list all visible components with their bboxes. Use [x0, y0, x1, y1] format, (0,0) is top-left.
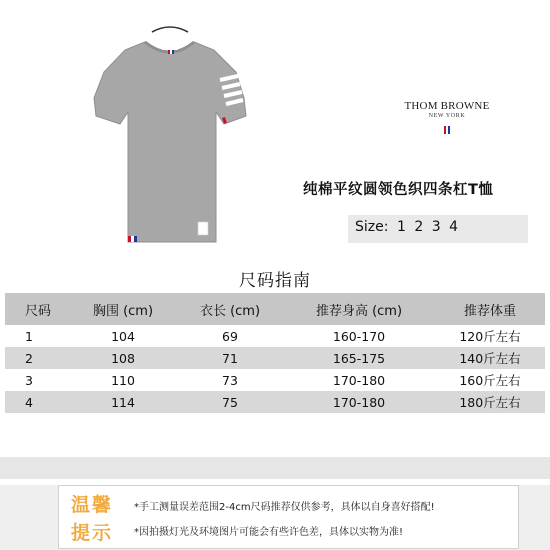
cell-size: 4 [25, 394, 33, 410]
table-row [5, 325, 545, 347]
cell-height: 170-180 [332, 394, 386, 410]
header-height: 推荐身高 (cm) [315, 303, 403, 319]
header-size: 尺码 [25, 303, 52, 319]
brand-subtitle: NEW YORK [428, 113, 466, 119]
cell-weight: 120斤左右 [459, 329, 521, 344]
table-row [5, 369, 545, 391]
cell-chest: 108 [111, 350, 135, 366]
cell-length: 73 [222, 372, 238, 388]
note-color-difference: *因拍摄灯光及环境图片可能会有些许色差，具体以实物为准! [134, 527, 404, 538]
table-header-row [5, 293, 545, 325]
header-weight: 推荐体重 [463, 303, 516, 319]
brand-name: THOM BROWNE [404, 100, 490, 112]
cell-chest: 114 [111, 394, 135, 410]
size-values: 1 2 3 4 [397, 219, 460, 235]
cell-height: 160-170 [332, 328, 386, 344]
note-measurement: *手工测量误差范围2-4cm尺码推荐仅供参考，具体以自身喜好搭配! [134, 502, 435, 513]
badge-text-line2: 提示 [70, 522, 113, 544]
size-chart-table [5, 293, 545, 413]
cell-size: 3 [25, 372, 33, 388]
table-row [5, 391, 545, 413]
tricolor-flag-icon [392, 126, 502, 134]
badge-text-line1: 温馨 [70, 494, 113, 516]
cell-size: 1 [25, 328, 33, 344]
cell-length: 71 [222, 350, 238, 366]
cell-length: 69 [222, 328, 238, 344]
cell-height: 165-175 [332, 350, 386, 366]
product-title: 纯棉平纹圆领色织四条杠T恤 [303, 182, 494, 198]
product-showcase [0, 0, 550, 262]
cell-size: 2 [25, 350, 33, 366]
divider-bar [0, 457, 550, 479]
size-label: Size: [355, 219, 389, 235]
cell-height: 170-180 [332, 372, 386, 388]
brand-logo [392, 96, 502, 144]
cell-weight: 140斤左右 [459, 351, 521, 366]
cell-length: 75 [222, 394, 238, 410]
cell-weight: 180斤左右 [459, 395, 521, 410]
notes-badge [58, 485, 126, 549]
cell-chest: 110 [111, 372, 135, 388]
notes-box [124, 485, 519, 549]
header-chest: 胸围 (cm) [92, 303, 154, 319]
cell-chest: 104 [111, 328, 135, 344]
tshirt-image [90, 20, 250, 260]
header-length: 衣长 (cm) [199, 303, 261, 319]
table-row [5, 347, 545, 369]
size-options [348, 215, 528, 243]
cell-weight: 160斤左右 [459, 373, 521, 388]
size-chart-title: 尺码指南 [239, 271, 311, 291]
